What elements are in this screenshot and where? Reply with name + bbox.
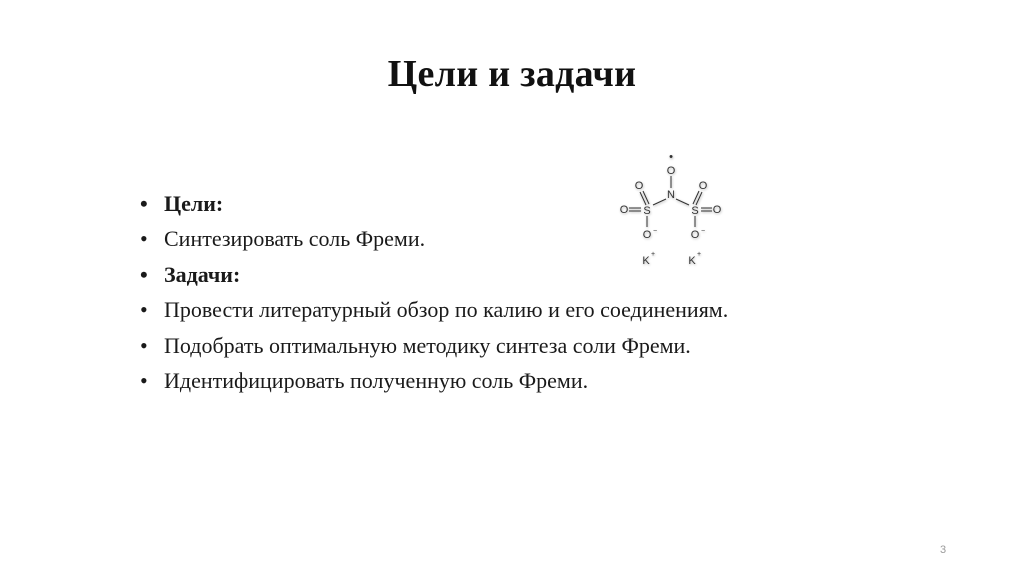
bond xyxy=(676,199,689,205)
bullet-symbol: • xyxy=(140,226,148,252)
atom-oxygen: O xyxy=(712,204,722,216)
bullet-item xyxy=(140,292,728,327)
atom-nitrogen: N xyxy=(667,189,675,201)
atom-oxygen: O xyxy=(698,180,708,192)
atom-potassium-right: K xyxy=(688,255,696,267)
bond xyxy=(640,192,646,205)
bullet-text: Идентифицировать полученную соль Фреми. xyxy=(164,368,589,394)
charge-plus: + xyxy=(696,251,702,258)
charge-minus: − xyxy=(700,228,706,235)
bullet-symbol: • xyxy=(140,191,148,216)
atom-potassium-left: K xyxy=(642,255,650,267)
bullet-item xyxy=(140,328,728,363)
atom-oxygen: O xyxy=(634,180,644,192)
bullet-text: Синтезировать соль Фреми. xyxy=(164,226,426,252)
fremy-salt-structure-diagram xyxy=(606,150,738,278)
bullet-symbol: • xyxy=(140,368,148,394)
atom-oxygen-anion: O xyxy=(690,229,700,241)
bullet-symbol: • xyxy=(140,332,148,358)
bullet-text: Задачи: xyxy=(164,261,241,287)
atom-sulfur-left: S xyxy=(643,205,651,217)
bullet-item xyxy=(140,363,728,398)
atom-oxygen-anion: O xyxy=(642,229,652,241)
charge-plus: + xyxy=(650,251,656,258)
page-number: 3 xyxy=(940,544,947,556)
radical-dot: • xyxy=(669,151,673,163)
bullet-symbol: • xyxy=(140,261,148,287)
bond xyxy=(653,199,666,205)
atom-oxygen-top: O xyxy=(666,165,676,177)
bullet-text: Цели: xyxy=(164,191,224,216)
slide-title: Цели и задачи xyxy=(387,53,637,95)
atom-sulfur-right: S xyxy=(691,205,699,217)
charge-minus: − xyxy=(652,228,658,235)
bullet-text: Подобрать оптимальную методику синтеза соли Фреми. xyxy=(164,332,691,358)
bond xyxy=(643,191,649,204)
atom-oxygen: O xyxy=(619,204,629,216)
bond xyxy=(693,191,699,204)
bond xyxy=(696,192,702,205)
bullet-text: Провести литературный обзор по калию и его соединениям. xyxy=(164,297,729,323)
bullet-symbol: • xyxy=(140,297,148,323)
